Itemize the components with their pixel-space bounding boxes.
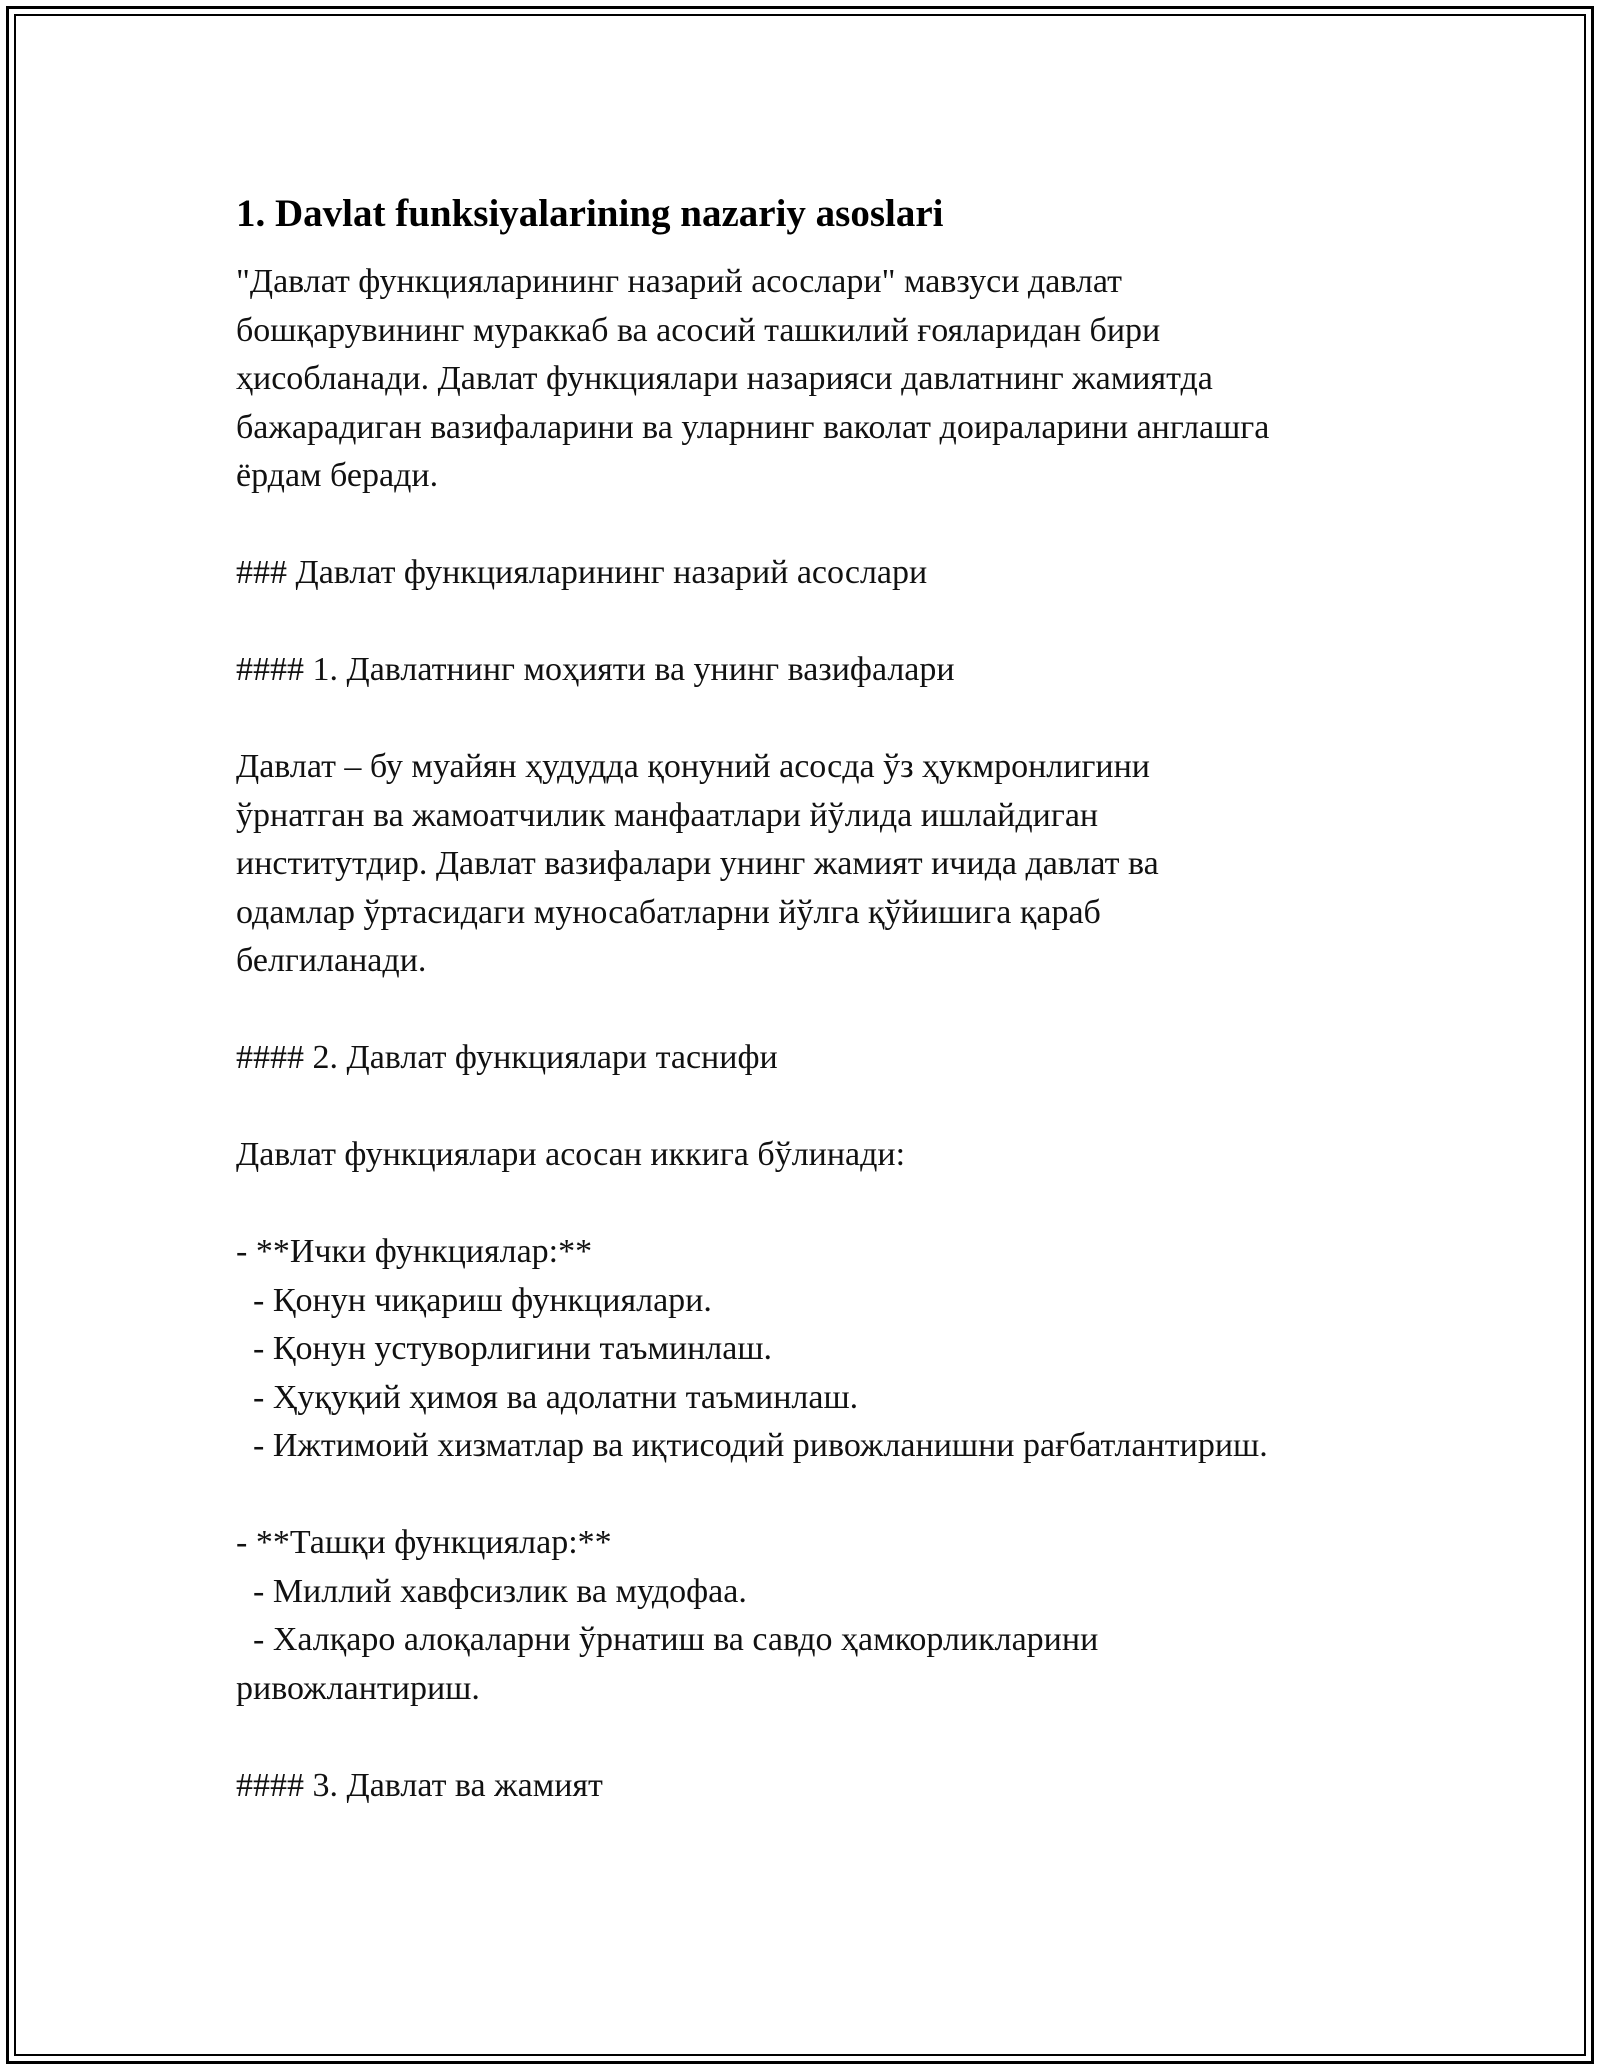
text-line: Давлат функциялари асосан иккига бўлинади: bbox=[236, 1136, 906, 1173]
text-line: - **Ташқи функциялар:** bbox=[236, 1524, 612, 1561]
blank-line bbox=[236, 598, 1376, 647]
document-title: 1. Davlat funksiyalarining nazariy asoslari bbox=[236, 192, 944, 235]
text-line: - Ижтимоий хизматлар ва иқтисодий ривожланишни рағбатлантириш. bbox=[236, 1427, 1268, 1464]
blank-line bbox=[236, 501, 1376, 550]
text-line: "Давлат функцияларининг назарий асослари" мавзуси давлат bbox=[236, 263, 1122, 300]
text-line: бажарадиган вазифаларини ва уларнинг ваколат доираларини англашга bbox=[236, 408, 1270, 446]
text-line: белгиланади. bbox=[236, 942, 427, 979]
text-line: ривожлантириш. bbox=[236, 1669, 480, 1707]
document-body bbox=[236, 186, 1376, 1810]
text-line: - **Ички функциялар:** bbox=[236, 1233, 593, 1270]
text-line: бошқарувининг мураккаб ва асосий ташкилий ғояларидан бири bbox=[236, 311, 1161, 349]
blank-line bbox=[236, 1713, 1376, 1762]
text-line: - Миллий хавфсизлик ва мудофаа. bbox=[236, 1572, 747, 1610]
text-line: ўрнатган ва жамоатчилик манфаатлари йўлида ишлайдиган bbox=[236, 796, 1099, 834]
text-line: #### 3. Давлат ва жамият bbox=[236, 1766, 603, 1804]
blank-line bbox=[236, 1180, 1376, 1229]
text-line: - Қонун устуворлигини таъминлаш. bbox=[236, 1330, 773, 1367]
text-line: ҳисобланади. Давлат функциялари назарияси давлатнинг жамиятда bbox=[236, 360, 1213, 397]
blank-line bbox=[236, 1471, 1376, 1520]
text-line: - Қонун чиқариш функциялари. bbox=[236, 1281, 712, 1319]
text-line: ### Давлат функцияларининг назарий асослари bbox=[236, 554, 928, 591]
text-line: #### 1. Давлатнинг моҳияти ва унинг вазифалари bbox=[236, 651, 955, 688]
text-line: институтдир. Давлат вазифалари унинг жамият ичида давлат ва bbox=[236, 845, 1159, 882]
blank-line bbox=[236, 1083, 1376, 1132]
text-line: #### 2. Давлат функциялари таснифи bbox=[236, 1039, 778, 1076]
document-text bbox=[236, 258, 1376, 1810]
blank-line bbox=[236, 986, 1376, 1035]
text-line: - Халқаро алоқаларни ўрнатиш ва савдо ҳамкорликларини bbox=[236, 1621, 1099, 1658]
text-line: - Ҳуқуқий ҳимоя ва адолатни таъминлаш. bbox=[236, 1378, 859, 1416]
text-line: одамлар ўртасидаги муносабатларни йўлга қўйишига қараб bbox=[236, 893, 1101, 931]
blank-line bbox=[236, 695, 1376, 744]
text-line: ёрдам беради. bbox=[236, 457, 439, 494]
text-line: Давлат – бу муайян ҳудудда қонуний асосда ўз ҳукмронлигини bbox=[236, 748, 1150, 785]
